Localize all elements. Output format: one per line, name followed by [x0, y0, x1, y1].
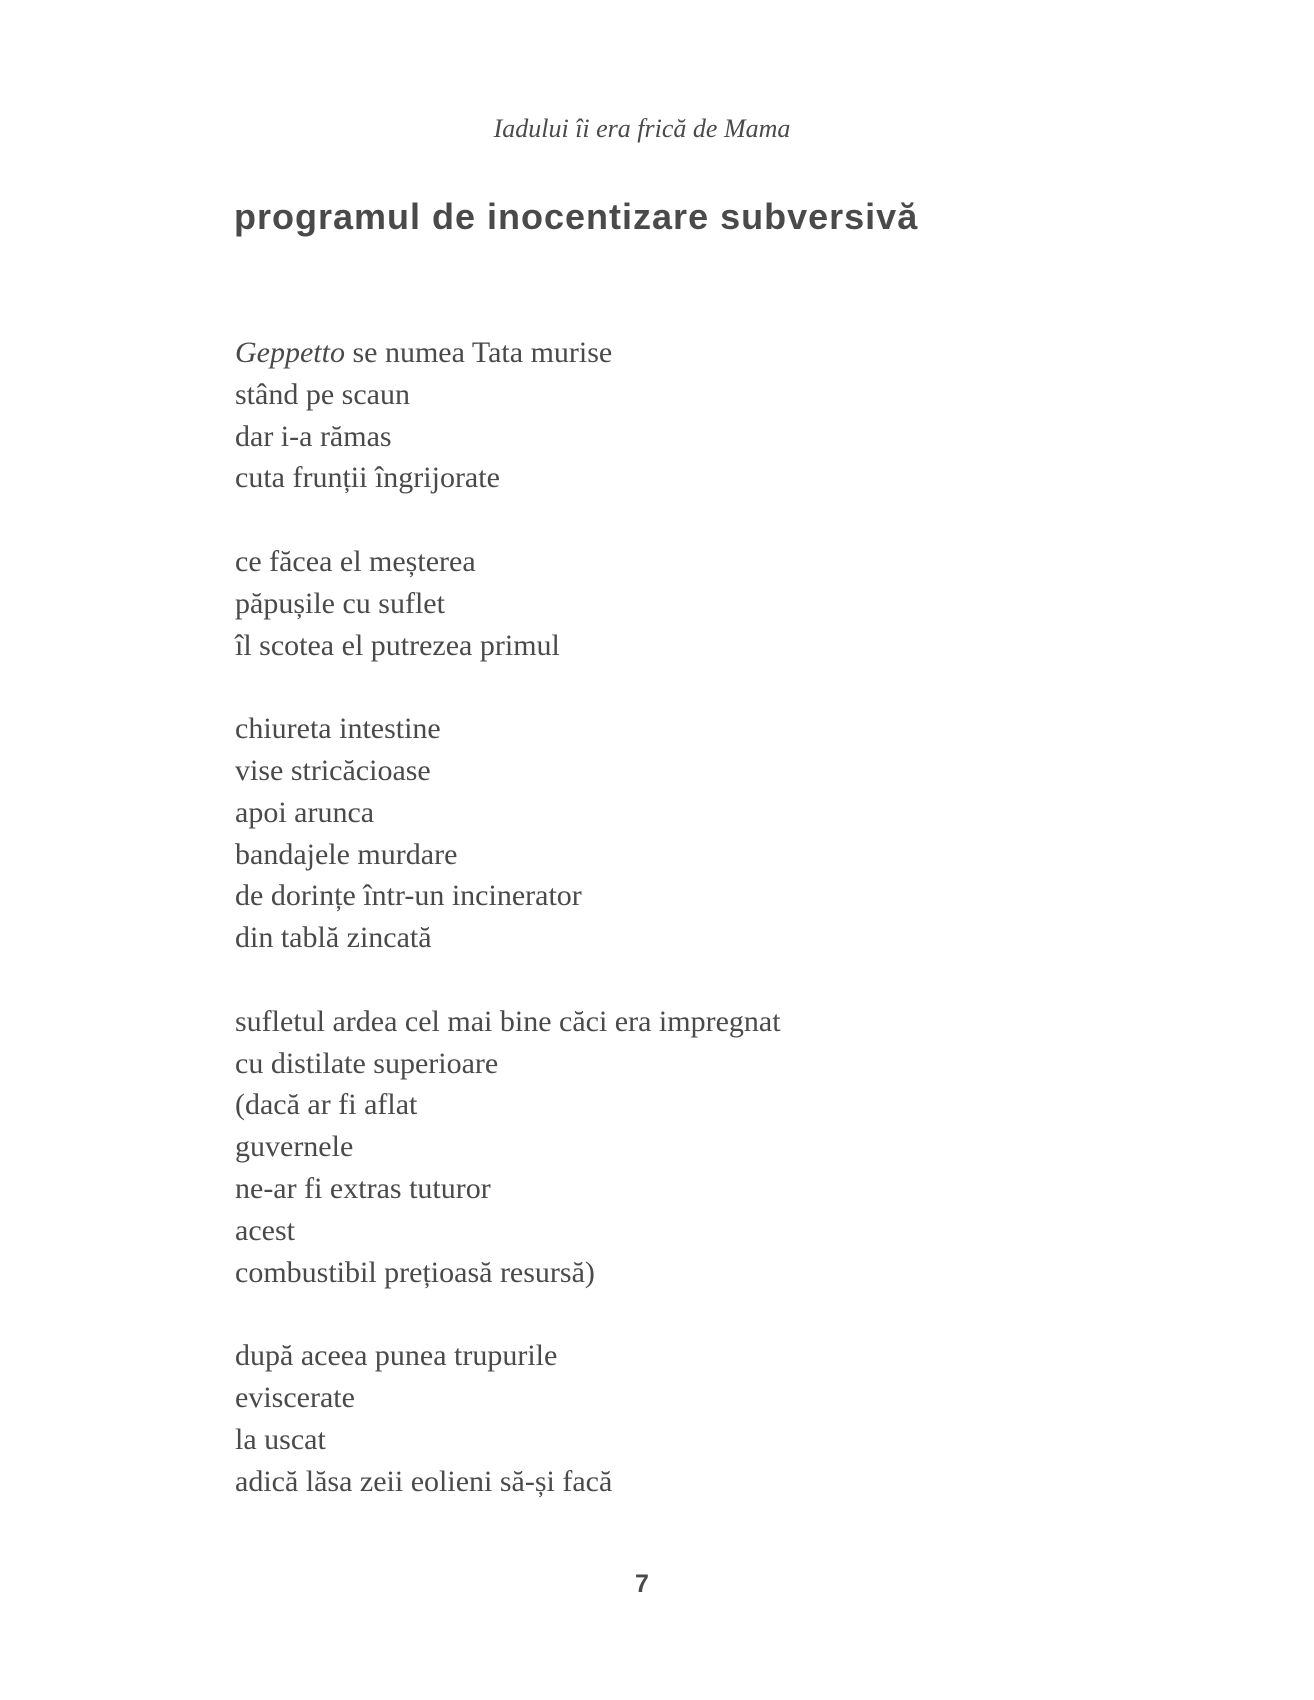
- poem-line: cu distilate superioare: [235, 1046, 499, 1080]
- poem-line: stând pe scaun: [235, 377, 410, 411]
- poem-line: bandajele murdare: [235, 837, 458, 871]
- poem-line: după aceea punea trupurile: [235, 1339, 558, 1373]
- poem-line: ne-ar fi extras tuturor: [235, 1171, 491, 1205]
- page-number: 7: [635, 1570, 649, 1598]
- poem-line-italic: Geppetto: [235, 336, 345, 369]
- poem-line: [235, 332, 781, 374]
- poem-line: ce făcea el meșterea: [235, 544, 476, 578]
- poem-line: păpușile cu suflet: [235, 586, 445, 620]
- poem-line: eviscerate: [235, 1380, 355, 1414]
- poem-line-rest: se numea Tata murise: [344, 336, 613, 369]
- poem-line: apoi arunca: [235, 795, 375, 829]
- stanza: [235, 708, 781, 959]
- poem-title: programul de inocentizare subversivă: [234, 196, 919, 237]
- poem-line: sufletul ardea cel mai bine căci era impregnat: [235, 1004, 781, 1038]
- poem-line: dar i-a rămas: [235, 419, 392, 453]
- poem-line: cuta frunții îngrijorate: [235, 461, 500, 495]
- poem-line: îl scotea el putrezea primul: [235, 628, 560, 662]
- poem-line: la uscat: [235, 1422, 326, 1456]
- poem-line: adică lăsa zeii eolieni să-și facă: [235, 1464, 613, 1498]
- stanza: [235, 541, 781, 666]
- running-head: Iadului îi era frică de Mama: [493, 114, 791, 143]
- stanza: [235, 1001, 781, 1294]
- poem-line: vise stricăcioase: [235, 753, 431, 787]
- poem-line: acest: [235, 1213, 295, 1247]
- poem-line: chiureta intestine: [235, 712, 441, 746]
- poem-line: combustibil prețioasă resursă): [235, 1255, 595, 1289]
- stanza: [235, 332, 781, 499]
- poem-body: [235, 332, 781, 1544]
- poem-line: din tablă zincată: [235, 921, 432, 955]
- poem-line: guvernele: [235, 1130, 354, 1164]
- poem-line: (dacă ar fi aflat: [235, 1088, 418, 1122]
- poem-line: de dorințe într-un incinerator: [235, 879, 582, 913]
- stanza: [235, 1335, 781, 1502]
